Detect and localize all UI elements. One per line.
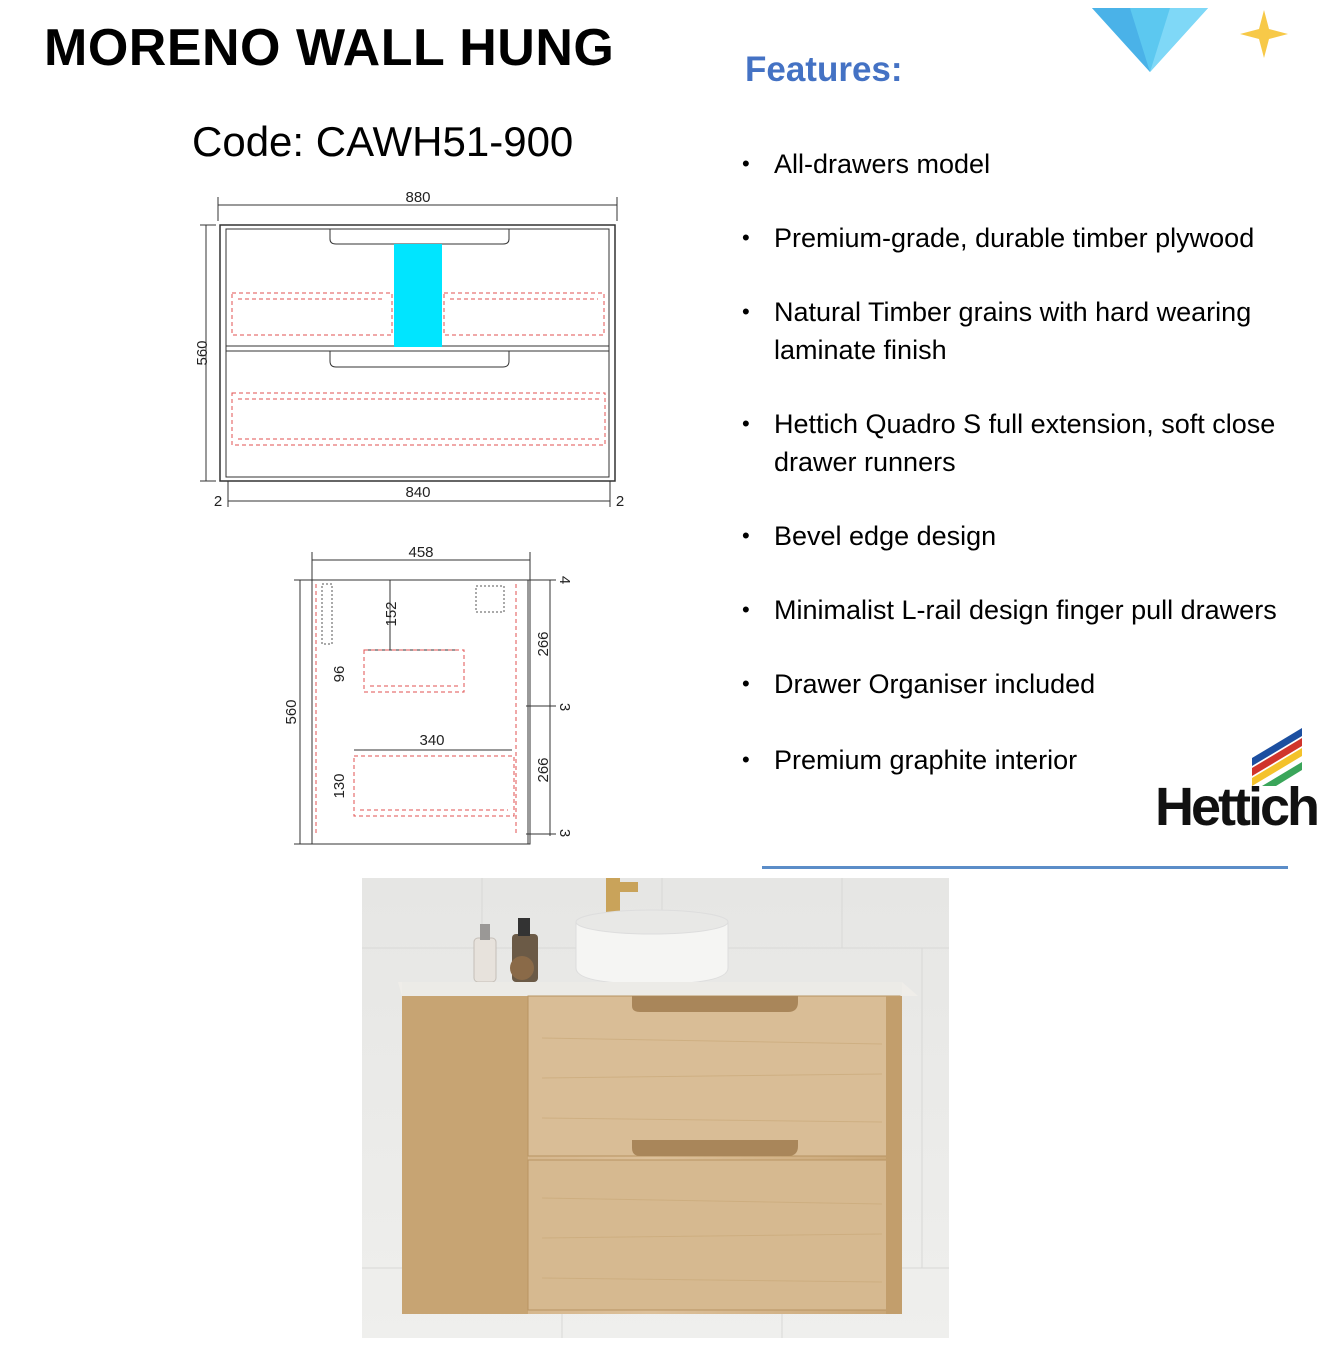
dim-bottom-gap: 3: [556, 828, 573, 838]
dim-side-gap-right: 2: [615, 493, 625, 510]
feature-item: • Drawer Organiser included: [742, 669, 1096, 699]
feature-item: • Minimalist L-rail design finger pull drawers: [742, 595, 1277, 625]
dim-height: 560: [194, 340, 211, 366]
feature-item: • Natural Timber grains with hard wearing laminate finish: [742, 297, 1252, 365]
product-title: MORENO WALL HUNG: [44, 19, 615, 77]
dim-top-gap: 4: [556, 575, 573, 585]
dim-inner-depth: 340: [419, 732, 445, 749]
divider: [762, 866, 1288, 869]
diamond-icon: [1090, 6, 1210, 76]
features-heading: Features:: [745, 50, 903, 89]
dim-side-gap-left: 2: [213, 493, 223, 510]
product-photo: [362, 878, 949, 1338]
hettich-logo-text: Hettich: [1155, 777, 1318, 837]
dim-depth: 458: [408, 544, 434, 561]
product-code: Code: CAWH51-900: [192, 118, 574, 165]
feature-item: • Bevel edge design: [742, 521, 997, 551]
feature-item: • Hettich Quadro S full extension, soft close drawer runners: [742, 409, 1276, 477]
feature-item: • All-drawers model: [742, 149, 991, 179]
dim-side-height: 560: [283, 699, 300, 725]
dim-upper-inner: 152: [383, 601, 400, 627]
dim-mid-gap: 3: [556, 702, 573, 712]
dim-lower-inner: 130: [331, 773, 348, 799]
dim-upper-drawer: 266: [535, 631, 552, 657]
dim-organiser: 96: [331, 665, 348, 683]
vanity-illustration: [362, 878, 949, 1338]
feature-item: • Premium graphite interior: [742, 745, 1078, 775]
side-elevation-drawing: [280, 540, 580, 850]
feature-item: • Premium-grade, durable timber plywood: [742, 223, 1255, 253]
front-elevation-drawing: [180, 185, 640, 515]
dim-width-inner: 840: [405, 484, 431, 501]
sparkle-icon: [1240, 10, 1288, 58]
dim-lower-drawer: 266: [535, 757, 552, 783]
dim-width-outer: 880: [405, 189, 431, 206]
